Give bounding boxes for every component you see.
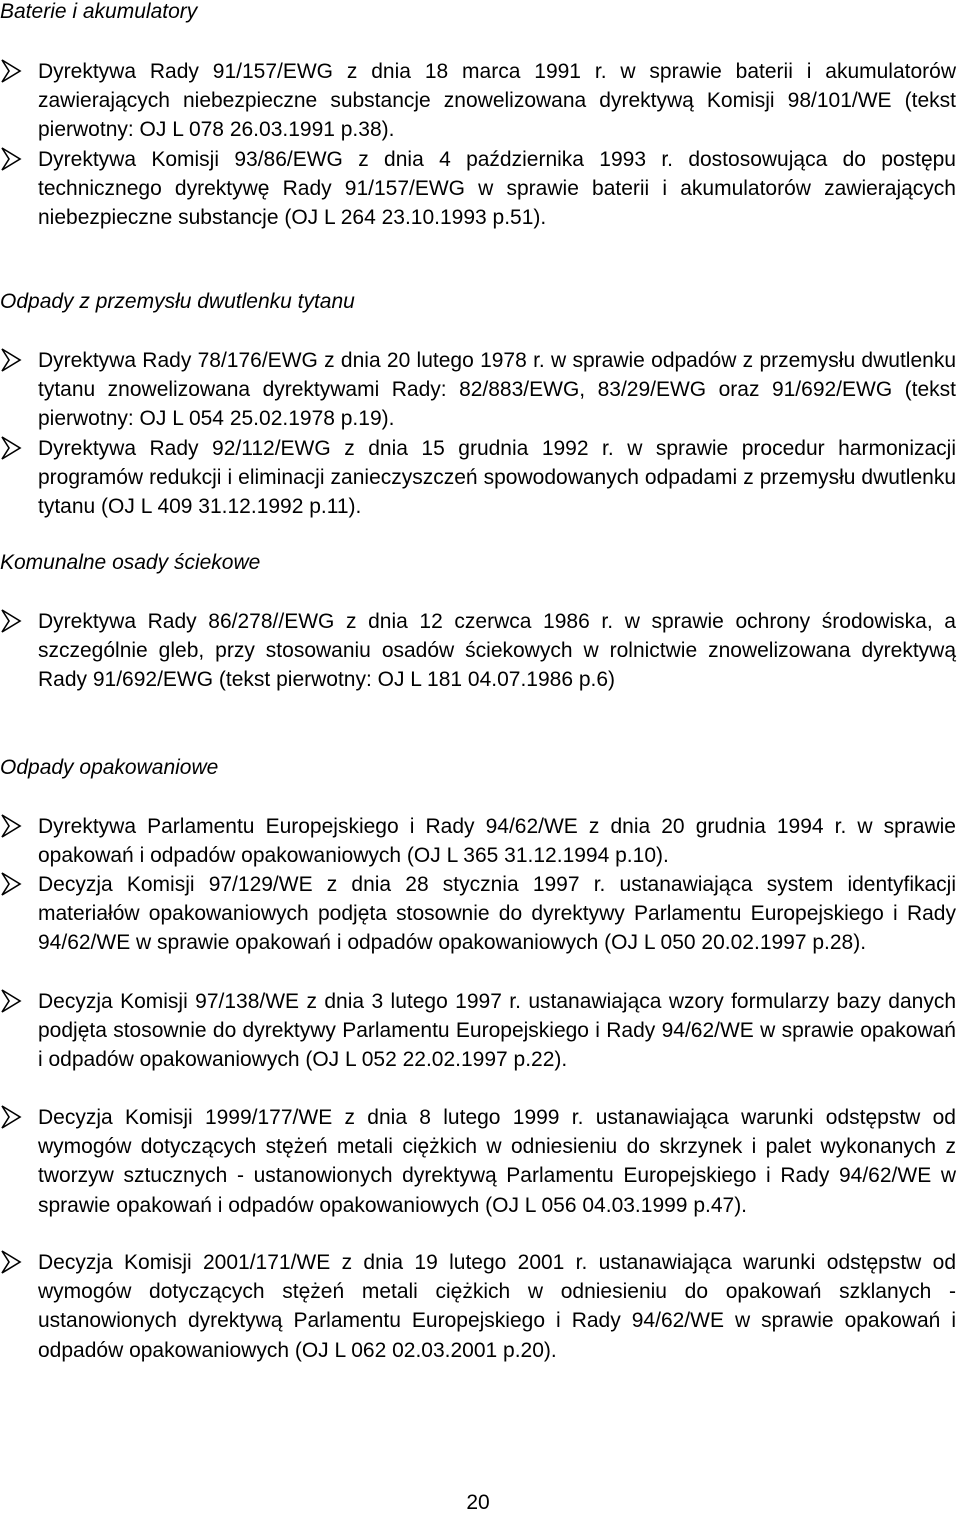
- arrowhead-bullet-icon: [0, 146, 22, 172]
- section-heading-packaging-waste: Odpady opakowaniowe: [0, 756, 219, 779]
- arrowhead-bullet-icon: [0, 1104, 22, 1130]
- list-item-text: Dyrektywa Komisji 93/86/EWG z dnia 4 października 1993 r. dostosowująca do postępu technicznego dyrektywę Rady 91/157/EWG w sprawie baterii i akumulatorów zawierających niebezpieczne substancje (OJ L 264 23.10.1993 p.51).: [38, 148, 956, 230]
- arrowhead-bullet-icon: [0, 58, 22, 84]
- list-item: [0, 434, 956, 522]
- list-item: [0, 57, 956, 145]
- list-item-text: Decyzja Komisji 1999/177/WE z dnia 8 lutego 1999 r. ustanawiająca warunki odstępstw od wymogów dotyczących stężeń metali ciężkich w odniesieniu do skrzynek i palet wykonanych z tworzyw sztucznych - ustanowionych dyrektywą Parlamentu Europejskiego i Rady 94/62/WE w sprawie opakowań i odpadów opakowaniowych (OJ L 056 04.03.1999 p.47).: [38, 1106, 956, 1217]
- list-item: [0, 607, 956, 695]
- list-item: [0, 346, 956, 434]
- list-item-text: Decyzja Komisji 97/138/WE z dnia 3 lutego 1997 r. ustanawiająca wzory formularzy bazy danych podjęta stosownie do dyrektywy Parlamentu Europejskiego i Rady 94/62/WE w sprawie opakowań i odpadów opakowaniowych (OJ L 052 22.02.1997 p.22).: [38, 990, 956, 1072]
- list-item: [0, 870, 956, 958]
- list-item-text: Dyrektywa Rady 78/176/EWG z dnia 20 lutego 1978 r. w sprawie odpadów z przemysłu dwutlenku tytanu znowelizowana dyrektywami Rady: 82/883/EWG, 83/29/EWG oraz 91/692/EWG (tekst pierwotny: OJ L 054 25.02.1978 p.19).: [38, 349, 956, 431]
- list-item-text: Dyrektywa Parlamentu Europejskiego i Rady 94/62/WE z dnia 20 grudnia 1994 r. w sprawie opakowań i odpadów opakowaniowych (OJ L 365 31.12.1994 p.10).: [38, 815, 956, 868]
- arrowhead-bullet-icon: [0, 435, 22, 461]
- arrowhead-bullet-icon: [0, 347, 22, 373]
- list-item: [0, 145, 956, 233]
- arrowhead-bullet-icon: [0, 608, 22, 634]
- arrowhead-bullet-icon: [0, 1249, 22, 1275]
- section-heading-titanium-dioxide: Odpady z przemysłu dwutlenku tytanu: [0, 290, 355, 313]
- section-heading-sewage-sludge: Komunalne osady ściekowe: [0, 551, 261, 574]
- list-item: [0, 987, 956, 1075]
- list-item: [0, 812, 956, 870]
- arrowhead-bullet-icon: [0, 871, 22, 897]
- page-number: 20: [466, 1491, 490, 1514]
- list-item: [0, 1103, 956, 1220]
- list-item-text: Dyrektywa Rady 91/157/EWG z dnia 18 marca 1991 r. w sprawie baterii i akumulatorów zawierających niebezpieczne substancje znowelizowana dyrektywą Komisji 98/101/WE (tekst pierwotny: OJ L 078 26.03.1991 p.38).: [38, 60, 956, 142]
- arrowhead-bullet-icon: [0, 813, 22, 839]
- arrowhead-bullet-icon: [0, 988, 22, 1014]
- section-heading-batteries: Baterie i akumulatory: [0, 0, 198, 23]
- list-item-text: Dyrektywa Rady 92/112/EWG z dnia 15 grudnia 1992 r. w sprawie procedur harmonizacji programów redukcji i eliminacji zanieczyszczeń spowodowanych odpadami z przemysłu dwutlenku tytanu (OJ L 409 31.12.1992 p.11).: [38, 437, 956, 519]
- list-item-text: Decyzja Komisji 97/129/WE z dnia 28 stycznia 1997 r. ustanawiająca system identyfikacji materiałów opakowaniowych podjęta stosownie do dyrektywy Parlamentu Europejskiego i Rady 94/62/WE w sprawie opakowań i odpadów opakowaniowych (OJ L 050 20.02.1997 p.28).: [38, 873, 956, 955]
- list-item: [0, 1248, 956, 1365]
- list-item-text: Decyzja Komisji 2001/171/WE z dnia 19 lutego 2001 r. ustanawiająca warunki odstępstw od wymogów dotyczących stężeń metali ciężkich w odniesieniu do opakowań szklanych - ustanowionych dyrektywą Parlamentu Europejskiego i Rady 94/62/WE w sprawie opakowań i odpadów opakowaniowych (OJ L 062 02.03.2001 p.20).: [38, 1251, 956, 1362]
- list-item-text: Dyrektywa Rady 86/278//EWG z dnia 12 czerwca 1986 r. w sprawie ochrony środowiska, a szczególnie gleb, przy stosowaniu osadów ściekowych w rolnictwie znowelizowana dyrektywą Rady 91/692/EWG (tekst pierwotny: OJ L 181 04.07.1986 p.6): [38, 610, 956, 692]
